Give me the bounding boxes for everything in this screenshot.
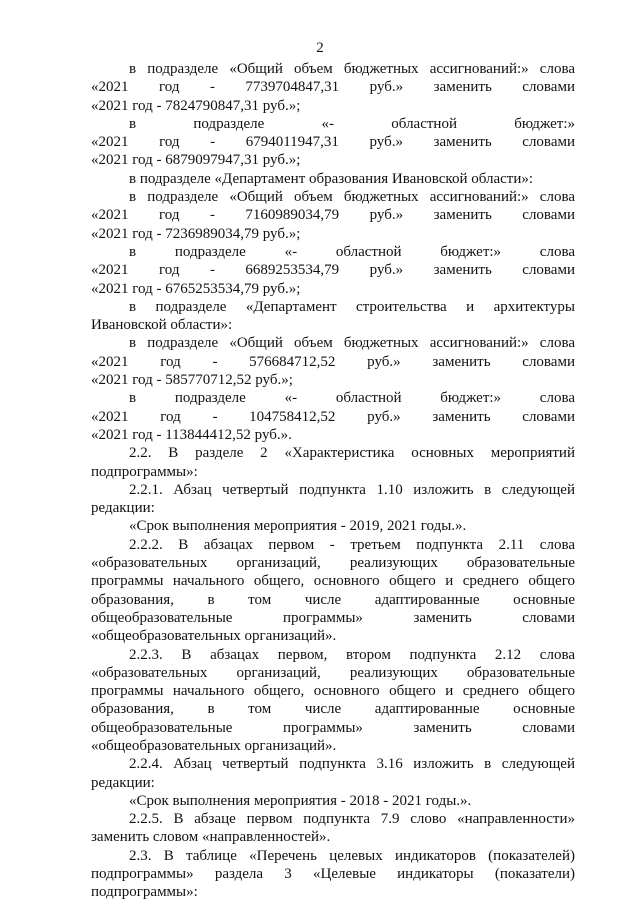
text-line: подпрограммы»: [91, 884, 198, 901]
text-line: 2.2.3. В абзацах первом, втором подпункта 2.12 слова [129, 646, 575, 663]
text-line: программы начального общего, основного общего и среднего общего [91, 573, 575, 590]
text-line: «Срок выполнения мероприятия - 2018 - 2021 годы.». [129, 792, 472, 809]
text-line: «2021 год - 6765253534,79 руб.»; [91, 280, 301, 297]
text-line: «Срок выполнения мероприятия - 2019, 2021 годы.». [129, 518, 467, 535]
text-line: «2021 год - 7160989034,79 руб.» заменить словами [91, 207, 575, 224]
text-line: «образовательных организаций, реализующих образовательные [91, 664, 575, 681]
text-line: в подразделе «Общий объем бюджетных ассигнований:» слова [129, 189, 575, 206]
text-line: «образовательных организаций, реализующих образовательные [91, 555, 575, 572]
text-line: «2021 год - 6794011947,31 руб.» заменить словами [91, 134, 575, 151]
text-line: образования, в том числе адаптированные основные [91, 701, 575, 718]
text-line: образования, в том числе адаптированные основные [91, 591, 575, 608]
document-body [91, 60, 575, 902]
text-line: общеобразовательные программы» заменить словами [91, 719, 575, 736]
text-line: «2021 год - 6689253534,79 руб.» заменить словами [91, 262, 575, 279]
text-line: «2021 год - 7824790847,31 руб.»; [91, 97, 301, 114]
text-line: подпрограммы» раздела 3 «Целевые индикаторы (показатели) [91, 866, 575, 883]
text-line: программы начального общего, основного общего и среднего общего [91, 683, 575, 700]
text-line: «2021 год - 104758412,52 руб.» заменить словами [91, 408, 575, 425]
text-line: Ивановской области»: [91, 317, 233, 334]
text-line: в подразделе «Общий объем бюджетных ассигнований:» слова [129, 335, 575, 352]
text-line: 2.2.5. В абзаце первом подпункта 7.9 слово «направленности» [129, 811, 575, 828]
text-line: в подразделе «Департамент образования Ивановской области»: [129, 170, 534, 187]
text-line: в подразделе «- областной бюджет:» [129, 115, 575, 132]
text-line: «2021 год - 113844412,52 руб.». [91, 426, 292, 443]
text-line: в подразделе «- областной бюджет:» слова [129, 390, 575, 407]
text-line: заменить словом «направленностей». [91, 829, 331, 846]
text-line: подпрограммы»: [91, 463, 198, 480]
text-line: «общеобразовательных организаций». [91, 737, 337, 754]
text-line: редакции: [91, 500, 155, 517]
text-line: «2021 год - 7739704847,31 руб.» заменить словами [91, 79, 575, 96]
text-line: «2021 год - 7236989034,79 руб.»; [91, 225, 301, 242]
text-line: 2.2. В разделе 2 «Характеристика основных мероприятий [129, 445, 575, 462]
text-line: редакции: [91, 774, 155, 791]
text-line: в подразделе «- областной бюджет:» слова [129, 243, 575, 260]
text-line: 2.2.1. Абзац четвертый подпункта 1.10 изложить в следующей [129, 481, 575, 498]
text-line: «2021 год - 576684712,52 руб.» заменить словами [91, 353, 575, 370]
page-number: 2 [316, 40, 324, 56]
text-line: 2.2.2. В абзацах первом - третьем подпункта 2.11 слова [129, 536, 575, 553]
text-line: 2.2.4. Абзац четвертый подпункта 3.16 изложить в следующей [129, 756, 575, 773]
text-line: «общеобразовательных организаций». [91, 628, 337, 645]
text-line: общеобразовательные программы» заменить словами [91, 609, 575, 626]
text-line: в подразделе «Общий объем бюджетных ассигнований:» слова [129, 61, 575, 77]
text-line: в подразделе «Департамент строительства и архитектуры [129, 298, 575, 315]
text-line: 2.3. В таблице «Перечень целевых индикаторов (показателей) [129, 847, 575, 864]
text-line: «2021 год - 585770712,52 руб.»; [91, 372, 293, 389]
text-line: «2021 год - 6879097947,31 руб.»; [91, 152, 301, 169]
